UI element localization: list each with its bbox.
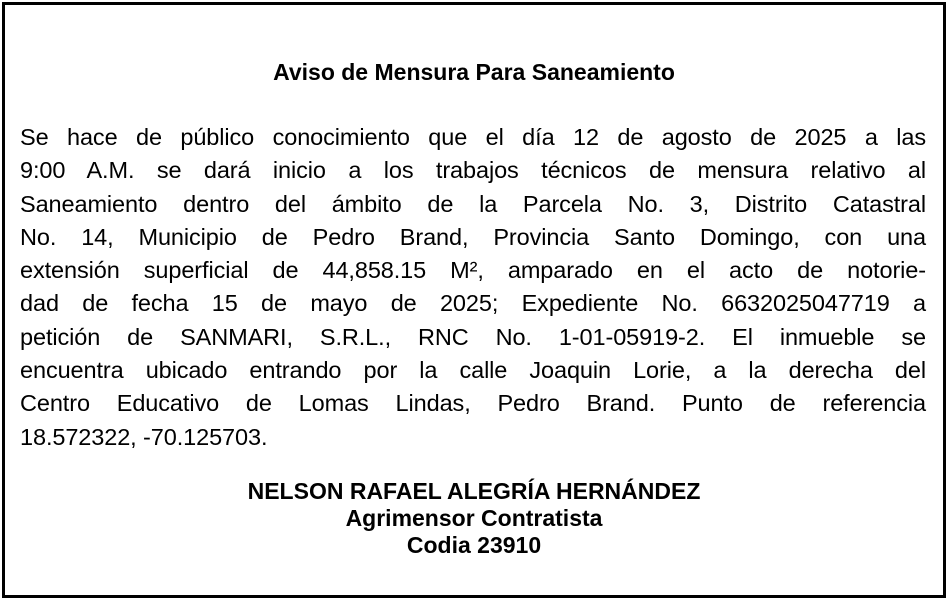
body-line: 9:00 A.M. se dará inicio a los trabajos técnicos de mensura relativo al xyxy=(20,157,926,184)
signatory-name: NELSON RAFAEL ALEGRÍA HERNÁNDEZ xyxy=(247,478,701,504)
body-line: petición de SANMARI, S.R.L., RNC No. 1-01-05919-2. El inmueble se xyxy=(20,323,926,350)
signatory-role: Agrimensor Contratista xyxy=(345,505,603,531)
body-line: Se hace de público conocimiento que el día 12 de agosto de 2025 a las xyxy=(20,124,926,150)
body-line: dad de fecha 15 de mayo de 2025; Expediente No. 6632025047719 a xyxy=(20,290,926,317)
notice-body xyxy=(20,121,926,454)
body-line: Centro Educativo de Lomas Lindas, Pedro Brand. Punto de referencia xyxy=(20,390,926,417)
notice-box xyxy=(2,2,946,598)
body-line: 18.572322, -70.125703. xyxy=(20,423,268,450)
body-line: encuentra ubicado entrando por la calle Joaquin Lorie, a la derecha del xyxy=(20,357,926,384)
notice-title: Aviso de Mensura Para Saneamiento xyxy=(273,59,675,85)
signatory-codia: Codia 23910 xyxy=(406,532,542,558)
body-line: No. 14, Municipio de Pedro Brand, Provincia Santo Domingo, con una xyxy=(20,223,926,250)
body-line: Saneamiento dentro del ámbito de la Parcela No. 3, Distrito Catastral xyxy=(20,190,926,217)
body-line: extensión superficial de 44,858.15 M², amparado en el acto de notorie- xyxy=(20,257,926,284)
signature-block xyxy=(5,478,943,559)
